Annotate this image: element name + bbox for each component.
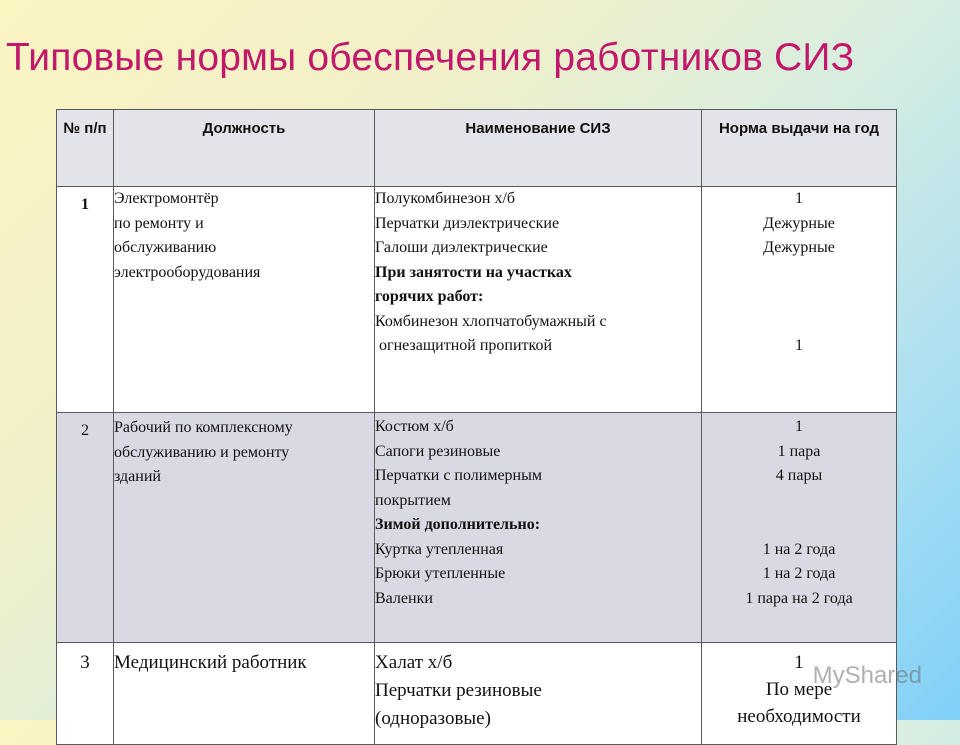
header-num: № п/п (57, 110, 114, 187)
table-header-row (57, 110, 897, 187)
position-cell: Медицинский работник (114, 643, 375, 745)
ppe-items-cell: Костюм х/б Сапоги резиновые Перчатки с полимерным покрытием Зимой дополнительно: Куртка утепленная Брюки утепленные Валенки (375, 413, 702, 643)
watermark-logo: MyShared (812, 662, 922, 689)
header-position: Должность (114, 110, 375, 187)
ppe-norms-table (56, 109, 897, 745)
header-norm: Норма выдачи на год (702, 110, 897, 187)
norm-cell: 1 Дежурные Дежурные 1 (702, 187, 897, 413)
row-number: 2 (57, 413, 114, 643)
row-number: 3 (57, 643, 114, 745)
ppe-items-cell: Полукомбинезон х/б Перчатки диэлектрические Галоши диэлектрические При занятости на участках горячих работ: Комбинезон хлопчатобумажный с огнезащитной пропиткой (375, 187, 702, 413)
table-row (57, 643, 897, 745)
position-cell: Рабочий по комплексному обслуживанию и ремонту зданий (114, 413, 375, 643)
norm-cell: 1 По мере необходимости (702, 643, 897, 745)
position-cell: Электромонтёр по ремонту и обслуживанию электрооборудования (114, 187, 375, 413)
table-row (57, 187, 897, 413)
row-number: 1 (57, 187, 114, 413)
page-title: Типовые нормы обеспечения работников СИЗ (6, 36, 855, 79)
header-ppe-name: Наименование СИЗ (375, 110, 702, 187)
table-row (57, 413, 897, 643)
norm-cell: 1 1 пара 4 пары 1 на 2 года 1 на 2 года 1 пара на 2 года (702, 413, 897, 643)
ppe-items-cell: Халат х/б Перчатки резиновые (одноразовые) (375, 643, 702, 745)
